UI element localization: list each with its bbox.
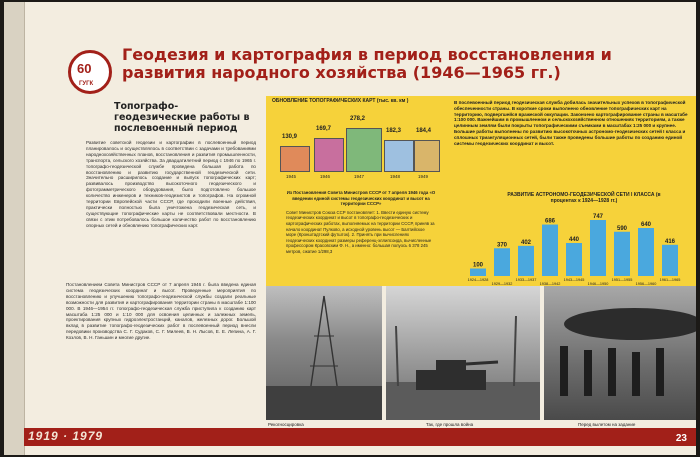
map-thumbnail-3 <box>346 128 382 172</box>
page <box>4 2 696 455</box>
chart-title: РАЗВИТИЕ АСТРОНОМО-ГЕОДЕЗИЧЕСКОЙ СЕТИ I КЛАССА (в процентах к 1924—1928 гг.) <box>507 192 661 204</box>
chart-value-label: 402 <box>520 239 532 246</box>
map-year-2: 1946 <box>320 174 331 179</box>
chart-value-label: 686 <box>544 218 556 225</box>
anniversary-logo <box>68 50 112 94</box>
footer-years: 1919 · 1979 <box>28 429 104 443</box>
photo-reconnaissance <box>266 286 382 420</box>
caption-3: Перед вылетом на задание <box>578 422 636 427</box>
chart-category-label: 1929—1932 <box>491 282 513 286</box>
page-number: 23 <box>673 432 690 445</box>
caption-2: Так, где прошла война <box>426 422 474 427</box>
map-thumbnail-1 <box>280 146 310 172</box>
chart-bar <box>494 248 510 276</box>
chart-bar <box>470 269 486 277</box>
chart-bar <box>590 220 606 276</box>
map-year-1: 1945 <box>286 174 297 179</box>
map-value-2: 169,7 <box>316 126 332 132</box>
page-title: Геодезия и картография в период восстановления и развития народного хозяйства (1946—1965 гг.) <box>122 45 612 82</box>
logo-org: ГУГК <box>79 81 94 87</box>
tower-icon <box>266 286 382 420</box>
map-value-1: 130,9 <box>282 134 298 140</box>
map-panel-title <box>272 98 408 104</box>
caption-1: Рекогносцировка <box>268 422 304 427</box>
chart-category-label: 1938—1942 <box>539 282 561 286</box>
photo-strip <box>266 286 696 428</box>
airplane-icon <box>544 286 696 420</box>
chart-category-label: 1943—1945 <box>563 278 585 282</box>
map-thumbnail-4 <box>384 140 414 172</box>
section-subtitle: Топографо-геодезические работы в послевоенный период <box>114 101 250 134</box>
chart-bar <box>518 246 534 276</box>
chart-value-label: 640 <box>640 222 652 228</box>
chart-bar <box>566 243 582 276</box>
chart-bar <box>662 245 678 276</box>
chart-category-label: 1946—1950 <box>587 282 609 286</box>
chart-value-label: 100 <box>472 262 484 269</box>
chart-value-label: 416 <box>664 238 676 245</box>
chart-bar <box>542 225 558 276</box>
decree-panel <box>266 186 444 286</box>
map-panel-unit: (тыс. кв. км ) <box>376 98 409 104</box>
decree-text <box>286 190 436 255</box>
chart-category-label: 1933—1937 <box>515 278 537 282</box>
footer-band <box>24 428 696 446</box>
chart-bar <box>614 232 630 276</box>
map-value-4: 182,3 <box>386 128 402 134</box>
chart-bar <box>638 228 654 276</box>
chart-value-label: 370 <box>496 242 508 249</box>
body-text-1: Развитие советской геодезии и картографии в послевоенный период планировалось и осуществлялось в соответствии с задачами и требованиями народнохозяйственных планов, восстановления и развития промышленности, транспорта, сельского хозяйства. За двадцатилетний период с 1946 по 1965 г. топографо-геодезической службе проведена большая работа по восстановлению и развитию государственной геодезической сети. Значительно расширилось создание и выпуск топографических карт; развивалось производство высокоточного геодезического и фотограмметрического оборудования, было подготовлено большое количество инженеров и техников-геодезистов и топографов. На огромной территории Европейской части СССР, где проходили военные действия, практически полностью была уничтожена геодезическая сеть, и существующие топографические карты не соответствовали местности. В связи с этим потребовалось большое количество работ по восстановлению опорных сетей и обновлению топографических карт. <box>86 140 256 228</box>
decree-body: Совет Министров Союза ССР постановляет: 1. Ввести единую систему геодезических координат и высот в топографо-геодезических и картографических работах, выполняемых на территории СССР, приняв за начало координат Пулково, а исходной уровень высот — Балтийское море (Кронштадтский футшток). 2. Принять при вычислениях геодезических координат размеры референц-эллипсоида, вычисленные профессором Красовским Ф. Н., а именно: большая полуось 6 378 245 метров, сжатие 1/298,3 <box>286 209 435 254</box>
map-thumbnail-2 <box>314 138 344 172</box>
page-binding <box>4 2 25 455</box>
chart-category-label: 1951—1955 <box>611 278 633 282</box>
map-update-panel <box>266 96 444 186</box>
map-value-3: 278,2 <box>350 116 366 122</box>
achievements-panel <box>444 96 696 286</box>
decree-heading: Из Постановления Совета Министров СССР от 7 апреля 1946 года «О введении единой системы геодезических координат и высот на территории СССР» <box>286 190 436 207</box>
map-panel-heading: ОБНОВЛЕНИЕ ТОПОГРАФИЧЕСКИХ КАРТ <box>272 98 376 104</box>
photo-war-ruins <box>386 286 540 420</box>
tank-icon <box>386 286 540 420</box>
chart-value-label: 440 <box>568 237 580 243</box>
bar-chart <box>444 96 696 286</box>
achievements-text: В послевоенный период геодезическая служба добилась значительных успехов в топографической обеспеченности страны. В короткие сроки выполнено обновление топографических карт на территорию, подвергшейся вражеской оккупации. Закончено картографирование страны в масштабе 1:100 000. Важнейшим в промышленном и сельскохозяйственном отношениях территориям, а также целинным землям были покрыты топографическими съемками в масштабах 1:25 000 и крупнее. Большие работы выполнены по развитию высокоточных астрономо-геодезических сетей I класса и сплошных триангуляционных сетей, были также проведены большие работы по созданию единой системы геодезических координат и высот. <box>454 100 688 146</box>
photo-before-flight <box>544 286 696 420</box>
map-value-5: 184,4 <box>416 128 432 134</box>
logo-number: 60 <box>77 61 92 76</box>
chart-category-label: 1956—1960 <box>635 282 657 286</box>
map-year-5: 1949 <box>418 174 429 179</box>
map-year-4: 1948 <box>390 174 401 179</box>
map-year-3: 1947 <box>354 174 365 179</box>
chart-category-label: 1924—1928 <box>467 278 489 282</box>
map-thumbnail-5 <box>414 140 440 172</box>
chart-value-label: 590 <box>616 225 628 232</box>
body-text-2: Постановлением Совета Министров СССР от 7 апреля 1946 г. была введена единая система геодезических координат и высот. Проведенные мероприятия по восстановлению и улучшению топографо-геодезической службы создали реальные возможности для развития и картографирования территории страны в масштабе 1:100 000. В 1946—1954 гг. топографо-геодезическая служба приступила к созданию карт масштаба 1:25 000 и 1:10 000 для освоения целинных и залежных земель, проектирования крупных гидроэлектростанций, каналов, железных дорог. Большой вклад в развитие топографо-геодезических работ в послевоенный период внесли передовики производства С. Г. Судаков, С. Г. Милеев, В. Н. Лысов, Е. Е. Лепина, А. Г. Козлов, В. Н. Ганьшин и многие другие. <box>66 282 256 341</box>
chart-category-label: 1961—1965 <box>659 278 681 282</box>
chart-value-label: 747 <box>592 213 604 220</box>
